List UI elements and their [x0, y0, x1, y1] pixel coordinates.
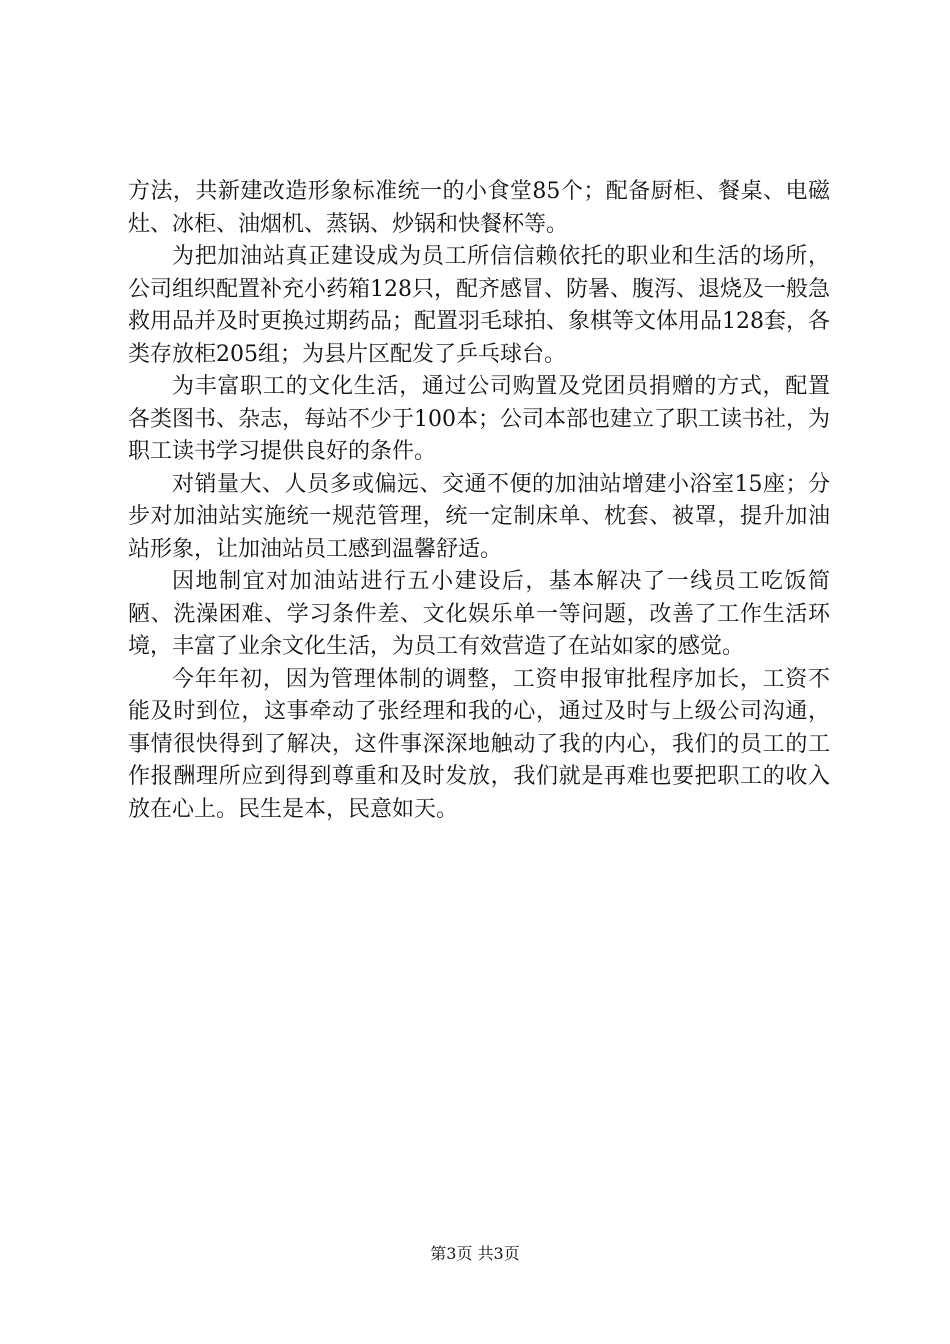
page-number-label: 第3页 共3页: [430, 1244, 520, 1263]
paragraph-first-aid: 为把加油站真正建设成为员工所信信赖依托的职业和生活的场所，公司组织配置补充小药箱128只，配齐感冒、防暑、腹泻、退烧及一般急救用品并及时更换过期药品；配置羽毛球拍、象棋等文体用品128套，各类存放柜205组；为县片区配发了乒乓球台。: [128, 244, 830, 367]
paragraph-five-small: 因地制宜对加油站进行五小建设后，基本解决了一线员工吃饭简陋、洗澡困难、学习条件差、文化娱乐单一等问题，改善了工作生活环境，丰富了业余文化生活，为员工有效营造了在站如家的感觉。: [128, 569, 830, 659]
document-body: [128, 176, 830, 826]
paragraph-continued: 方法，共新建改造形象标准统一的小食堂85个；配备厨柜、餐桌、电磁灶、冰柜、油烟机、蒸锅、炒锅和快餐杯等。: [128, 179, 830, 237]
page-footer: [0, 1241, 950, 1264]
paragraph-culture: 为丰富职工的文化生活，通过公司购置及党团员捐赠的方式，配置各类图书、杂志，每站不少于100本；公司本部也建立了职工读书社，为职工读书学习提供良好的条件。: [128, 374, 830, 464]
paragraph-wages: 今年年初，因为管理体制的调整，工资申报审批程序加长，工资不能及时到位，这事牵动了张经理和我的心，通过及时与上级公司沟通，事情很快得到了解决，这件事深深地触动了我的内心，我们的员工的工作报酬理所应到得到尊重和及时发放，我们就是再难也要把职工的收入放在心上。民生是本，民意如天。: [128, 666, 830, 822]
paragraph-bathroom: 对销量大、人员多或偏远、交通不便的加油站增建小浴室15座；分步对加油站实施统一规范管理，统一定制床单、枕套、被罩，提升加油站形象，让加油站员工感到温馨舒适。: [128, 471, 830, 562]
